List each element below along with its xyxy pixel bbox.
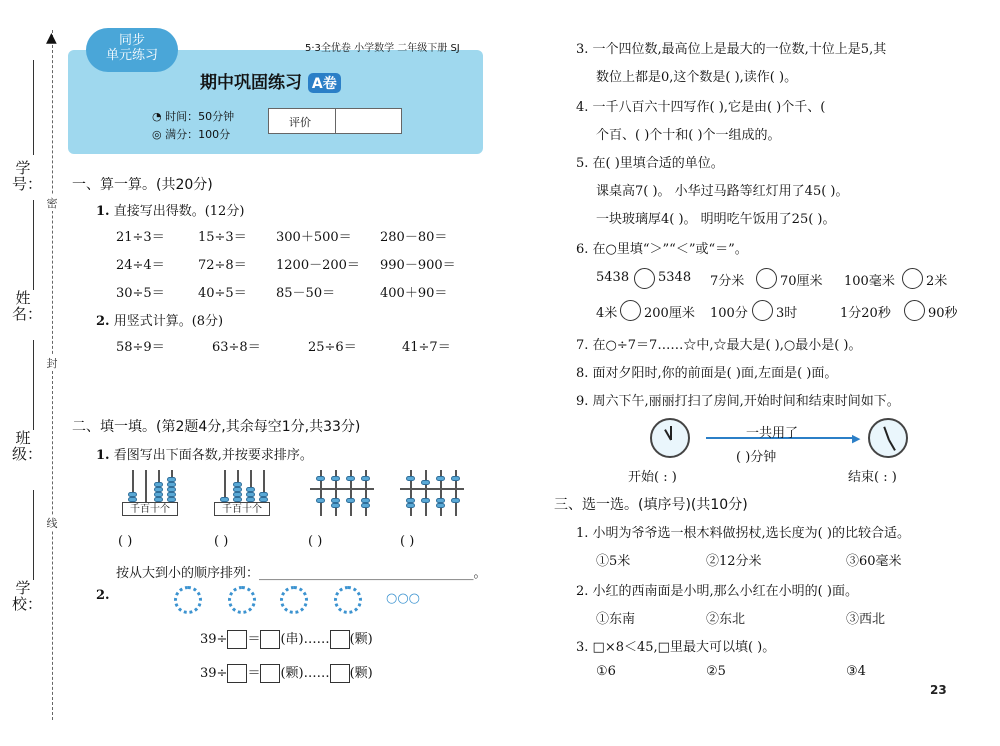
fill-line-name[interactable] [33, 200, 34, 290]
choice-option[interactable]: ③西北 [846, 612, 886, 627]
compare-circle[interactable] [756, 268, 777, 289]
vertical-calc-item[interactable]: 63÷8＝ [212, 340, 261, 355]
question-5-right: 5. 在( )里填合适的单位。 [576, 156, 724, 171]
question-3-right-cont[interactable]: 数位上都是0,这个数是( ),读作( )。 [596, 70, 798, 85]
abacus-1: 千百十个 [122, 470, 178, 516]
calc-item[interactable]: 40÷5＝ [198, 286, 247, 301]
calc-item[interactable]: 280－80＝ [380, 230, 448, 245]
arrow-head-icon: ▶ [852, 432, 861, 445]
question-1: 1. 直接写出得数。(12分) [96, 204, 245, 219]
answer-blank[interactable]: ( ) [214, 534, 229, 549]
fill-line-student-id[interactable] [33, 60, 34, 155]
time-info: ◔ 时间：50分钟 [152, 110, 235, 123]
question-9-right: 9. 周六下午,丽丽打扫了房间,开始时间和结束时间如下。 [576, 394, 900, 409]
compare-item: 7分米 [710, 274, 745, 289]
choice-question-3[interactable]: 3. □×8＜45,□里最大可以填( )。 [576, 640, 776, 655]
seal-char: 密 [44, 195, 60, 211]
calc-item[interactable]: 30÷5＝ [116, 286, 165, 301]
compare-circle[interactable] [904, 300, 925, 321]
page-title [200, 68, 341, 93]
section-2-heading: 二、填一填。(第2题4分,其余每空1分,共33分) [72, 419, 361, 435]
minutes-blank[interactable]: ( )分钟 [736, 450, 777, 465]
compare-item: 1分20秒 [840, 306, 891, 321]
rocket-icon: ▲ [46, 30, 57, 46]
section-1-heading: 一、算一算。(共20分) [72, 177, 213, 193]
student-id-label: 学号： [12, 159, 43, 193]
fill-line-school[interactable] [33, 490, 34, 580]
start-time-blank[interactable]: 开始( : ) [628, 470, 677, 485]
answer-blank[interactable]: ( ) [118, 534, 133, 549]
compare-item: 90秒 [928, 306, 958, 321]
bead-string-icon [334, 586, 362, 614]
title-badge: A卷 [308, 73, 341, 93]
compare-item: 3时 [776, 306, 798, 321]
question-7-right[interactable]: 7. 在○÷7＝7……☆中,☆最大是( ),○最小是( )。 [576, 338, 862, 353]
calc-item[interactable]: 85－50＝ [276, 286, 336, 301]
answer-blank[interactable]: ( ) [400, 534, 415, 549]
compare-item: 2米 [926, 274, 948, 289]
title-text: 期中巩固练习 [200, 73, 302, 93]
choice-option[interactable]: ②5 [706, 664, 726, 679]
question-3-right: 3. 一个四位数,最高位上是最大的一位数,十位上是5,其 [576, 42, 887, 57]
abacus-3 [310, 470, 374, 516]
choice-option[interactable]: ③4 [846, 664, 866, 679]
choice-question-2[interactable]: 2. 小红的西南面是小明,那么小红在小明的( )面。 [576, 584, 858, 599]
series-info: 5·3全优卷 小学数学 二年级下册 SJ [305, 43, 460, 54]
question-8-right[interactable]: 8. 面对夕阳时,你的前面是( )面,左面是( )面。 [576, 366, 838, 381]
compare-item: 70厘米 [780, 274, 823, 289]
check-icon: ◎ [152, 128, 166, 141]
compare-item: 100分 [710, 306, 748, 321]
question-5-a[interactable]: 课桌高7( )。 小华过马路等红灯用了45( )。 [596, 184, 849, 199]
question-4-number: 2. [96, 588, 110, 603]
seal-char: 线 [44, 515, 60, 531]
calc-item[interactable]: 400＋90＝ [380, 286, 448, 301]
calc-item[interactable]: 21÷3＝ [116, 230, 165, 245]
vertical-calc-item[interactable]: 25÷6＝ [308, 340, 357, 355]
calc-item[interactable]: 72÷8＝ [198, 258, 247, 273]
question-2: 2. 用竖式计算。(8分) [96, 314, 224, 329]
question-6-right: 6. 在○里填“＞”“＜”或“＝”。 [576, 242, 748, 257]
abacus-4 [400, 470, 464, 516]
choice-option[interactable]: ①东南 [596, 612, 636, 627]
compare-item: 5438 [596, 270, 630, 285]
choice-option[interactable]: ③60毫米 [846, 554, 902, 569]
compare-circle[interactable] [752, 300, 773, 321]
seal-line [52, 30, 53, 720]
name-label: 姓名： [12, 289, 43, 323]
compare-circle[interactable] [902, 268, 923, 289]
calc-item[interactable]: 15÷3＝ [198, 230, 247, 245]
choice-option[interactable]: ②12分米 [706, 554, 762, 569]
compare-item: 100毫米 [844, 274, 895, 289]
choice-question-1[interactable]: 1. 小明为爷爷选一根木料做拐杖,选长度为( )的比较合适。 [576, 526, 910, 541]
start-clock-icon [650, 418, 690, 458]
end-time-blank[interactable]: 结束( : ) [848, 470, 897, 485]
question-5-b[interactable]: 一块玻璃厚4( )。 明明吃午饭用了25( )。 [596, 212, 836, 227]
question-4-right: 4. 一千八百六十四写作( ),它是由( )个千、( [576, 100, 826, 115]
calc-item[interactable]: 990－900＝ [380, 258, 456, 273]
page-number: 23 [930, 683, 947, 697]
loose-beads-icon: ○○○ [386, 591, 421, 606]
vertical-calc-item[interactable]: 41÷7＝ [402, 340, 451, 355]
calc-item[interactable]: 1200－200＝ [276, 258, 360, 273]
choice-option[interactable]: ①5米 [596, 554, 631, 569]
choice-option[interactable]: ②东北 [706, 612, 746, 627]
calc-item[interactable]: 300＋500＝ [276, 230, 352, 245]
abacus-2: 千百十个 [214, 470, 270, 516]
compare-item: 5348 [658, 270, 692, 285]
seal-char: 封 [44, 355, 60, 371]
score-info: ◎ 满分：100分 [152, 128, 231, 141]
question-3: 1. 看图写出下面各数,并按要求排序。 [96, 448, 313, 463]
order-line[interactable]: 按从大到小的顺序排列：_________________________________。 [116, 566, 487, 581]
compare-circle[interactable] [620, 300, 641, 321]
evaluation-box[interactable]: 评价 [268, 108, 402, 134]
time-used-label: 一共用了 [746, 426, 799, 441]
answer-blank[interactable]: ( ) [308, 534, 323, 549]
bead-string-icon [280, 586, 308, 614]
bead-string-icon [174, 586, 202, 614]
end-clock-icon [868, 418, 908, 458]
question-4-right-cont[interactable]: 个百、( )个十和( )个一组成的。 [596, 128, 781, 143]
division-row-1[interactable]: 39÷ ＝ (串)…… (颗) [200, 632, 373, 647]
choice-option[interactable]: ①6 [596, 664, 616, 679]
clock-icon: ◔ [152, 110, 166, 123]
fill-line-class[interactable] [33, 340, 34, 430]
unit-badge: 同步 单元练习 [86, 28, 178, 72]
section-3-heading: 三、选一选。(填序号)(共10分) [554, 497, 748, 513]
compare-item: 200厘米 [644, 306, 695, 321]
class-label: 班级： [12, 429, 43, 463]
bead-string-icon [228, 586, 256, 614]
compare-item: 4米 [596, 306, 618, 321]
calc-item[interactable]: 24÷4＝ [116, 258, 165, 273]
vertical-calc-item[interactable]: 58÷9＝ [116, 340, 165, 355]
school-label: 学校： [12, 579, 43, 613]
compare-circle[interactable] [634, 268, 655, 289]
division-row-2[interactable]: 39÷ ＝ (颗)…… (颗) [200, 666, 373, 681]
